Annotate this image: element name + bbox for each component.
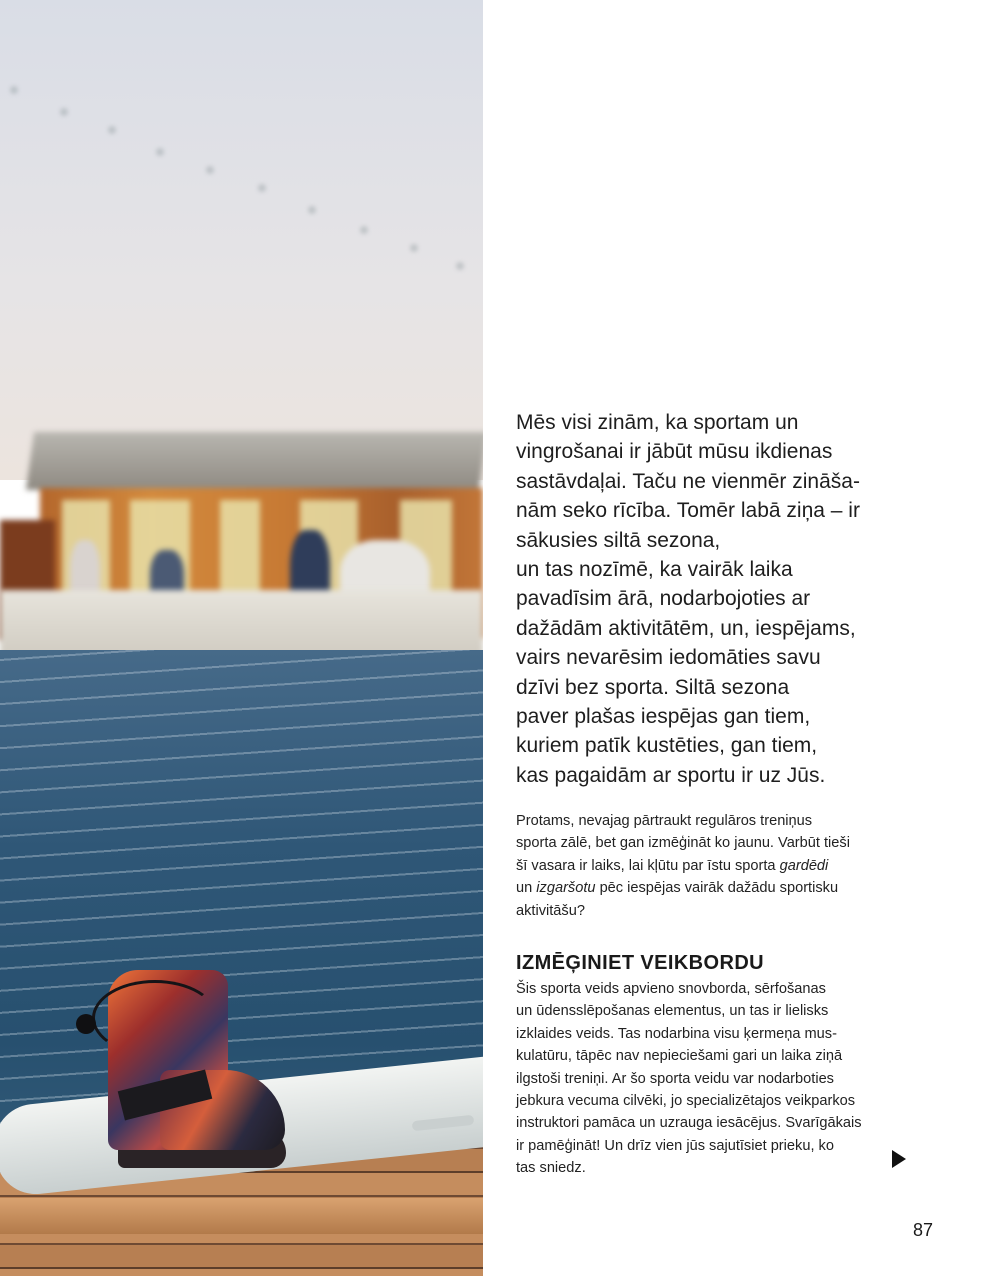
body-text: šī vasara ir laiks, lai kļūtu par īstu sporta — [516, 857, 780, 874]
body-text: pēc iespējas vairāk dažādu sportisku — [595, 880, 839, 897]
boathouse-roof — [26, 432, 483, 490]
bunting-flag — [156, 148, 164, 156]
dock-edge-plank — [0, 1198, 483, 1234]
lead-line: Mēs visi zinām, ka sportam un — [516, 411, 799, 434]
lead-line: pavadīsim ārā, nodarbojoties ar — [516, 587, 811, 611]
emphasis-text: izgaršotu — [536, 880, 596, 897]
body-line: Protams, nevajag pārtraukt regulāros treniņus — [516, 813, 813, 829]
lead-line: nām seko rīcība. Tomēr labā ziņa – ir — [516, 499, 860, 523]
body-line: izklaides veids. Tas nodarbina visu ķermeņa mus- — [516, 1025, 837, 1042]
body-line: jebkura vecuma cilvēki, jo specializētajos veikparkos — [516, 1093, 856, 1110]
body-paragraph-intro — [516, 810, 916, 922]
bunting-flag — [410, 244, 418, 252]
body-line: ir pamēģināt! Un drīz vien jūs sajutīsiet prieku, ko — [516, 1137, 834, 1154]
body-line: ilgstoši treniņi. Ar šo sporta veidu var nodarboties — [516, 1070, 834, 1087]
sky — [0, 0, 483, 480]
body-paragraph-wakeboard — [516, 978, 916, 1180]
bunting-flag — [206, 166, 214, 174]
body-line: sporta zālē, bet gan izmēģināt ko jaunu. Varbūt tieši — [516, 835, 850, 852]
bunting-flag — [108, 126, 116, 134]
boot-lace — [92, 980, 218, 1056]
section-heading: IZMĒĢINIET VEIKBORDU — [516, 952, 765, 974]
lead-line: kas pagaidām ar sportu ir uz Jūs. — [516, 763, 826, 787]
body-line: aktivitāšu? — [516, 902, 585, 919]
hero-photo — [0, 0, 483, 1276]
body-line: instruktori pamāca un uzrauga iesācējus. Svarīgākais — [516, 1115, 862, 1132]
bunting-flag — [60, 108, 68, 116]
bunting-flag — [308, 206, 316, 214]
lead-line: vairs nevarēsim iedomāties savu — [516, 646, 821, 670]
lead-line: un tas nozīmē, ka vairāk laika — [516, 558, 793, 582]
body-line: kulatūru, tāpēc nav nepieciešami gari un laika ziņā — [516, 1048, 843, 1065]
lead-paragraph — [516, 408, 936, 790]
bunting-flag — [10, 86, 18, 94]
lead-line: dzīvi bez sporta. Siltā sezona — [516, 675, 790, 699]
body-text: un — [516, 880, 537, 897]
bunting-flag — [456, 262, 464, 270]
play-triangle-icon[interactable] — [892, 1150, 906, 1168]
body-line — [516, 877, 916, 899]
boot-dial — [76, 1014, 96, 1034]
lead-line: dažādām aktivitātēm, un, iespējams, — [516, 616, 856, 640]
lead-line: vingrošanai ir jābūt mūsu ikdienas — [516, 440, 833, 464]
body-line: un ūdensslēpošanas elementus, un tas ir lielisks — [516, 1003, 829, 1020]
bunting-flag — [258, 184, 266, 192]
lead-line: sastāvdaļai. Taču ne vienmēr zināša- — [516, 469, 860, 493]
emphasis-text: gardēdi — [779, 857, 829, 874]
body-line: Šis sporta veids apvieno snovborda, sērfošanas — [516, 981, 826, 997]
lead-line: sākusies siltā sezona, — [516, 528, 721, 552]
bunting-flag — [360, 226, 368, 234]
body-line: tas sniedz. — [516, 1160, 586, 1177]
page-number: 87 — [913, 1220, 934, 1240]
lead-line: paver plašas iespējas gan tiem, — [516, 705, 811, 729]
lead-line: kuriem patīk kustēties, gan tiem, — [516, 734, 818, 758]
body-line — [516, 855, 916, 877]
